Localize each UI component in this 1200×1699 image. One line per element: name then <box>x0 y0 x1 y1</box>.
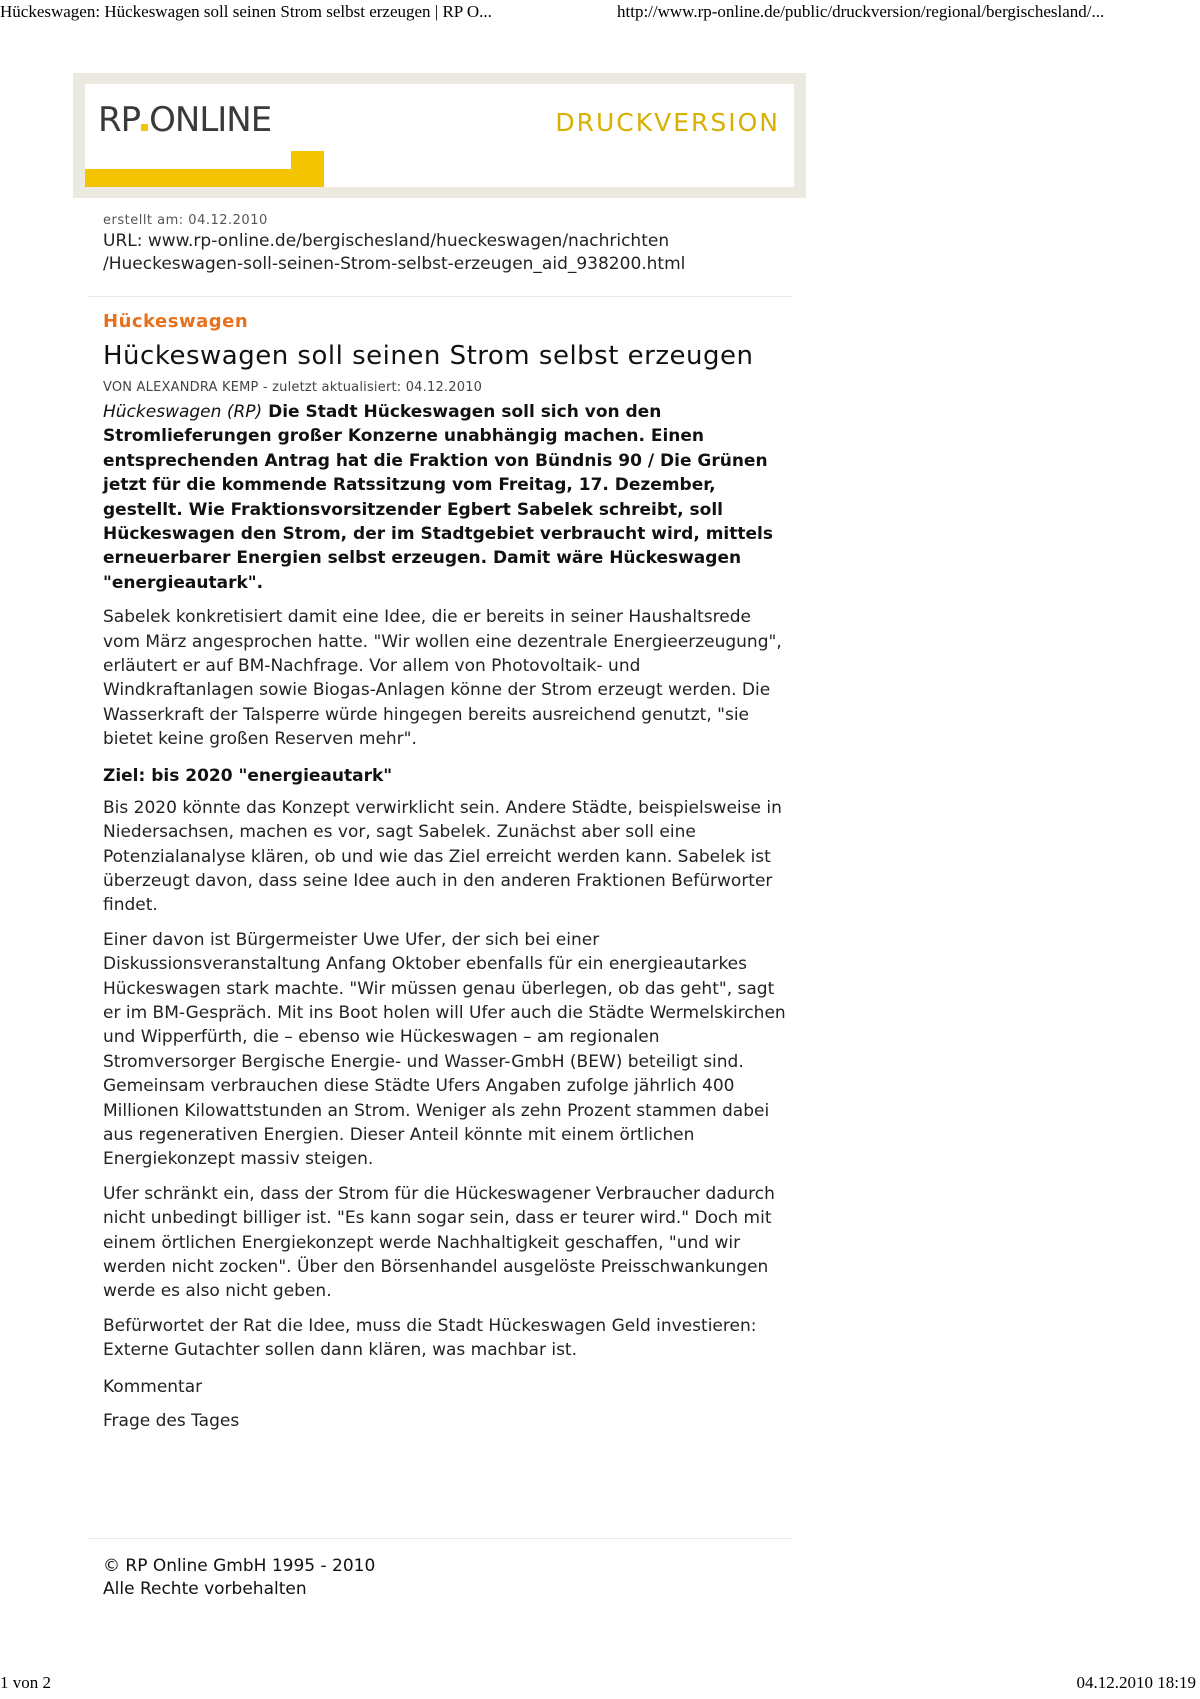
logo-accent-cutout <box>85 151 291 169</box>
article-paragraph-5: Befürwortet der Rat die Idee, muss die Stadt Hückeswagen Geld investieren: Externe Gutachter sollen dann klären, was machbar ist. <box>103 1315 757 1361</box>
print-page-title: Hückeswagen: Hückeswagen soll seinen Strom selbst erzeugen | RP O... <box>0 2 492 21</box>
druckversion-label: DRUCKVERSION <box>555 108 780 137</box>
masthead-banner <box>73 73 806 198</box>
article-url-line-2: /Hueckeswagen-soll-seinen-Strom-selbst-erzeugen_aid_938200.html <box>103 254 686 274</box>
divider-top <box>87 296 793 297</box>
print-header <box>0 2 1200 26</box>
lead-dateline: Hückeswagen (RP) <box>103 402 263 422</box>
article-subhead: Ziel: bis 2020 "energieautark" <box>103 765 393 786</box>
copyright-notice <box>103 1555 375 1601</box>
article-meta <box>103 213 793 276</box>
article-paragraph-2: Bis 2020 könnte das Konzept verwirklicht sein. Andere Städte, beispielsweise in Niedersachsen, machen es vor, sagt Sabelek. Zunächst aber soll eine Potenzialanalyse klären, ob und wie das Ziel erreicht werden kann. Sabelek ist überzeugt davon, dass seine Idee auch in den anderen Fraktionen Befürworter findet. <box>103 797 782 916</box>
article-paragraph-1: Sabelek konkretisiert damit eine Idee, die er bereits in seiner Haushaltsrede vom März angesprochen hatte. "Wir wollen eine dezentrale Energieerzeugung", erläutert er auf BM-Nachfrage. Vor allem von Photovoltaik- und Windkraftanlagen sowie Biogas-Anlagen könne der Strom erzeugt werden. Die Wasserkraft der Talsperre würde hingegen bereits ausreichend genutzt, "sie bietet keine großen Reserven mehr". <box>103 607 782 750</box>
print-page-url: http://www.rp-online.de/public/druckversion/regional/bergischesland/... <box>617 2 1105 21</box>
article-byline: VON ALEXANDRA KEMP - zuletzt aktualisiert: 04.12.2010 <box>103 380 483 395</box>
logo-dot-icon <box>141 124 148 131</box>
kommentar-link[interactable]: Kommentar <box>103 1376 203 1397</box>
logo-right-text: ONLINE <box>149 100 272 140</box>
article-paragraph-4: Ufer schränkt ein, dass der Strom für die Hückeswagener Verbraucher dadurch nicht unbedingt billiger ist. "Es kann sogar sein, dass er teurer wird." Doch mit einem örtlichen Energiekonzept werde Nachhaltigkeit geschaffen, "und wir werden nicht zocken". Über den Börsenhandel ausgelöste Preisschwankungen werde es also nicht geben. <box>103 1183 775 1302</box>
print-footer <box>0 1673 1200 1697</box>
print-datetime: 04.12.2010 18:19 <box>1076 1673 1196 1692</box>
article-lead <box>103 400 793 595</box>
page-number: 1 von 2 <box>0 1673 51 1692</box>
created-date: erstellt am: 04.12.2010 <box>103 213 268 228</box>
copyright-line-2: Alle Rechte vorbehalten <box>103 1579 307 1599</box>
divider-bottom <box>87 1538 793 1539</box>
frage-des-tages-link[interactable]: Frage des Tages <box>103 1410 240 1431</box>
article-url[interactable] <box>103 230 793 276</box>
rp-online-logo[interactable] <box>98 100 271 140</box>
article-headline: Hückeswagen soll seinen Strom selbst erzeugen <box>103 341 754 371</box>
logo-left-text: RP <box>98 100 141 140</box>
article-body <box>103 311 793 1431</box>
article-url-line-1: URL: www.rp-online.de/bergischesland/hueckeswagen/nachrichten <box>103 231 670 251</box>
article-paragraph-3: Einer davon ist Bürgermeister Uwe Ufer, der sich bei einer Diskussionsveranstaltung Anfang Oktober ebenfalls für ein energieautarkes Hückeswagen stark machte. "Wir müssen genau überlegen, ob das geht", sagt er im BM-Gespräch. Mit ins Boot holen will Ufer auch die Städte Wermelskirchen und Wipperfürth, die – ebenso wie Hückeswagen – am regionalen Stromversorger Bergische Energie- und Wasser-GmbH (BEW) beteiligt sind. Gemeinsam verbrauchen diese Städte Ufers Angaben zufolge jährlich 400 Millionen Kilowattstunden an Strom. Weniger als zehn Prozent stammen dabei aus regenerativen Energien. Dieser Anteil könnte mit einem örtlichen Energiekonzept massiv steigen. <box>103 929 786 1170</box>
masthead-inner <box>85 84 794 187</box>
lead-text: Die Stadt Hückeswagen soll sich von den Stromlieferungen großer Konzerne unabhängig machen. Einen entsprechenden Antrag hat die Fraktion von Bündnis 90 / Die Grünen jetzt für die kommende Ratssitzung vom Freitag, 17. Dezember, gestellt. Wie Fraktionsvorsitzender Egbert Sabelek schreibt, soll Hückeswagen den Strom, der im Stadtgebiet verbraucht wird, mittels erneuerbarer Energien selbst erzeugen. Damit wäre Hückeswagen "energieautark". <box>103 402 773 593</box>
article-kicker: Hückeswagen <box>103 311 249 332</box>
copyright-line-1: © RP Online GmbH 1995 - 2010 <box>103 1556 376 1576</box>
